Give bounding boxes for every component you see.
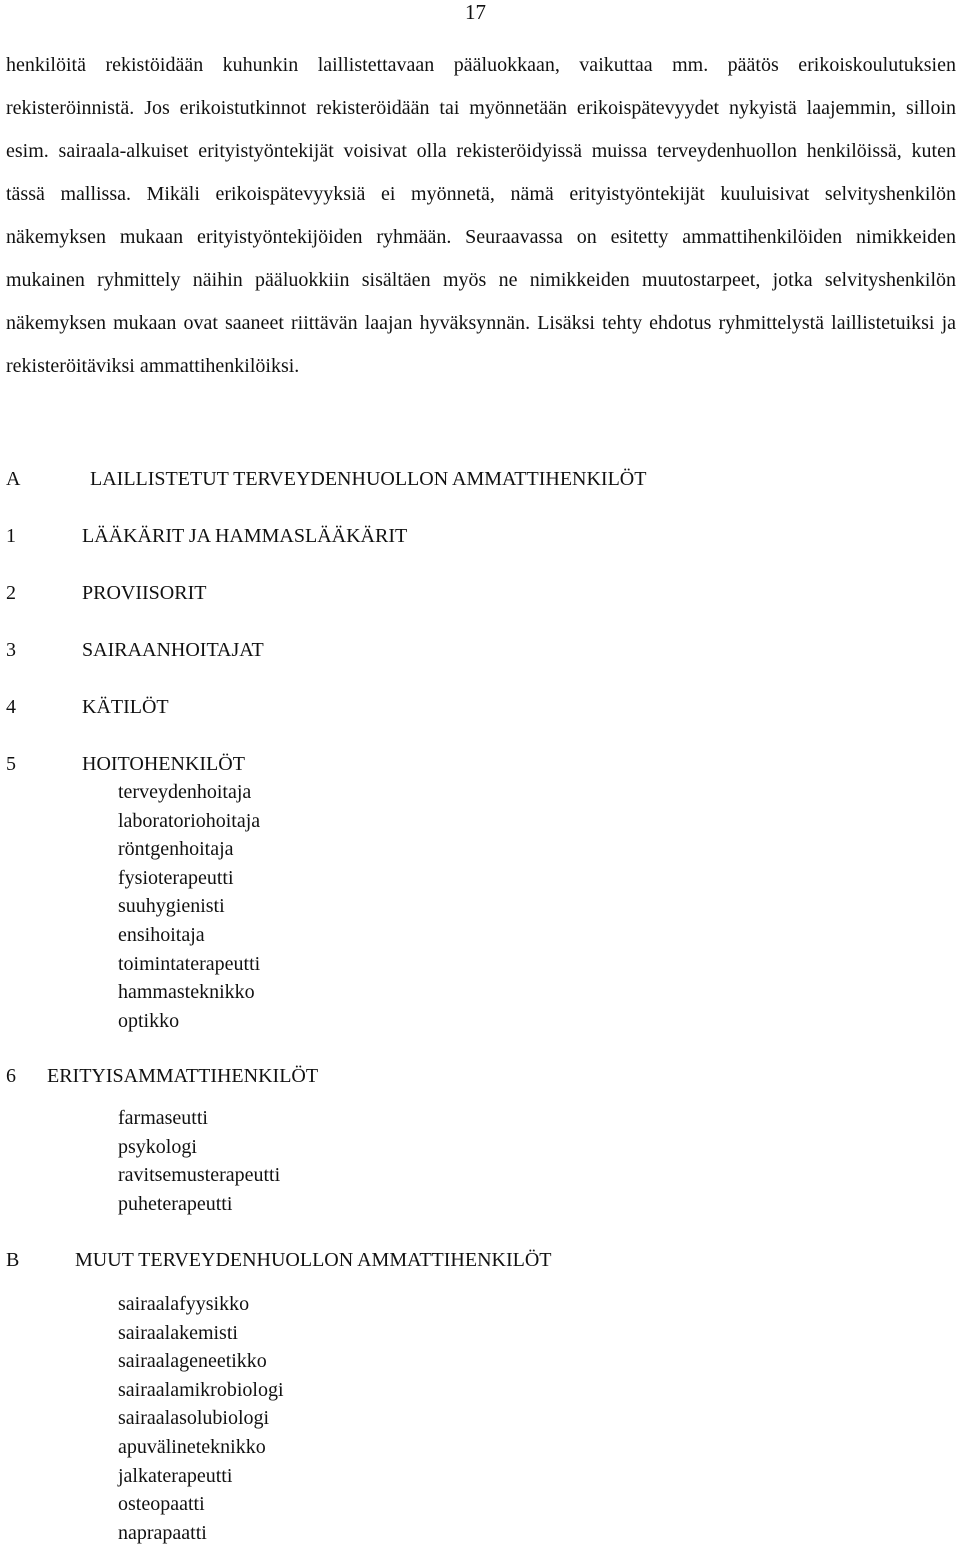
group-5-number: 5 <box>6 753 16 775</box>
group-1-number: 1 <box>6 525 16 547</box>
list-item: toimintaterapeutti <box>118 952 261 975</box>
list-item: hammasteknikko <box>118 981 255 1004</box>
group-1-title: LÄÄKÄRIT JA HAMMASLÄÄKÄRIT <box>82 525 408 547</box>
list-item: sairaalageneetikko <box>118 1350 267 1373</box>
group-4-number: 4 <box>6 696 16 718</box>
list-item: sairaalasolubiologi <box>118 1407 270 1430</box>
list-item: röntgenhoitaja <box>118 838 234 861</box>
list-item: sairaalamikrobiologi <box>118 1378 284 1401</box>
list-item: sairaalakemisti <box>118 1321 238 1344</box>
section-b-letter: B <box>6 1249 20 1271</box>
section-a-letter: A <box>6 468 21 490</box>
list-item: apuvälineteknikko <box>118 1435 266 1458</box>
list-item: fysioterapeutti <box>118 866 234 889</box>
list-item: laboratoriohoitaja <box>118 809 261 832</box>
list-item: suuhygienisti <box>118 895 225 918</box>
group-4-title: KÄTILÖT <box>82 696 169 718</box>
section-a-title: LAILLISTETUT TERVEYDENHUOLLON AMMATTIHENKILÖT <box>90 468 647 490</box>
list-item: naprapaatti <box>118 1521 207 1544</box>
group-6-list <box>118 1104 280 1218</box>
section-b-title: MUUT TERVEYDENHUOLLON AMMATTIHENKILÖT <box>75 1249 552 1271</box>
list-item: osteopaatti <box>118 1493 205 1516</box>
group-2-title: PROVIISORIT <box>82 582 207 604</box>
group-2-number: 2 <box>6 582 16 604</box>
list-item: farmaseutti <box>118 1107 208 1129</box>
list-item: terveydenhoitaja <box>118 781 252 803</box>
list-item: psykologi <box>118 1135 197 1158</box>
intro-paragraph: henkilöitä rekistöidään kuhunkin laillistettavaan pääluokkaan, vaikuttaa mm. päätös erikoiskoulutuksien rekisteröinnistä. Jos erikoistutkinnot rekisteröidään tai myönnetään erikoispätevyydet nykyistä laajemmin, silloin esim. sairaala-alkuiset erityistyöntekijät voisivat olla rekisteröidyissä muissa terveydenhuollon henkilöissä, kuten tässä mallissa. Mikäli erikoispätevyyksiä ei myönnetä, nämä erityistyöntekijät kuuluisivat selvityshenkilön näkemyksen mukaan erityistyöntekijöiden ryhmään. Seuraavassa on esitetty ammattihenkilöiden nimikkeiden mukainen ryhmittely näihin pääluokkiin sisältäen myös ne nimikkeiden muutostarpeet, jotka selvityshenkilön näkemyksen mukaan ovat saaneet riittävän laajan hyväksynnän. Lisäksi tehty ehdotus ryhmittelystä laillistetuiksi ja rekisteröitäviksi ammattihenkilöiksi. <box>6 54 956 377</box>
list-item: optikko <box>118 1009 180 1032</box>
group-6-number: 6 <box>6 1065 16 1087</box>
list-item: ravitsemusterapeutti <box>118 1164 281 1187</box>
section-b-list <box>118 1290 284 1547</box>
list-item: jalkaterapeutti <box>118 1464 233 1487</box>
group-3-title: SAIRAANHOITAJAT <box>82 639 264 661</box>
group-6-title: ERITYISAMMATTIHENKILÖT <box>47 1065 319 1087</box>
list-item: sairaalafyysikko <box>118 1293 250 1315</box>
list-item: puheterapeutti <box>118 1192 233 1215</box>
list-item: ensihoitaja <box>118 923 205 946</box>
group-5-list <box>118 778 260 1035</box>
group-3-number: 3 <box>6 639 16 661</box>
group-5-title: HOITOHENKILÖT <box>82 753 245 775</box>
page-number: 17 <box>465 0 486 24</box>
